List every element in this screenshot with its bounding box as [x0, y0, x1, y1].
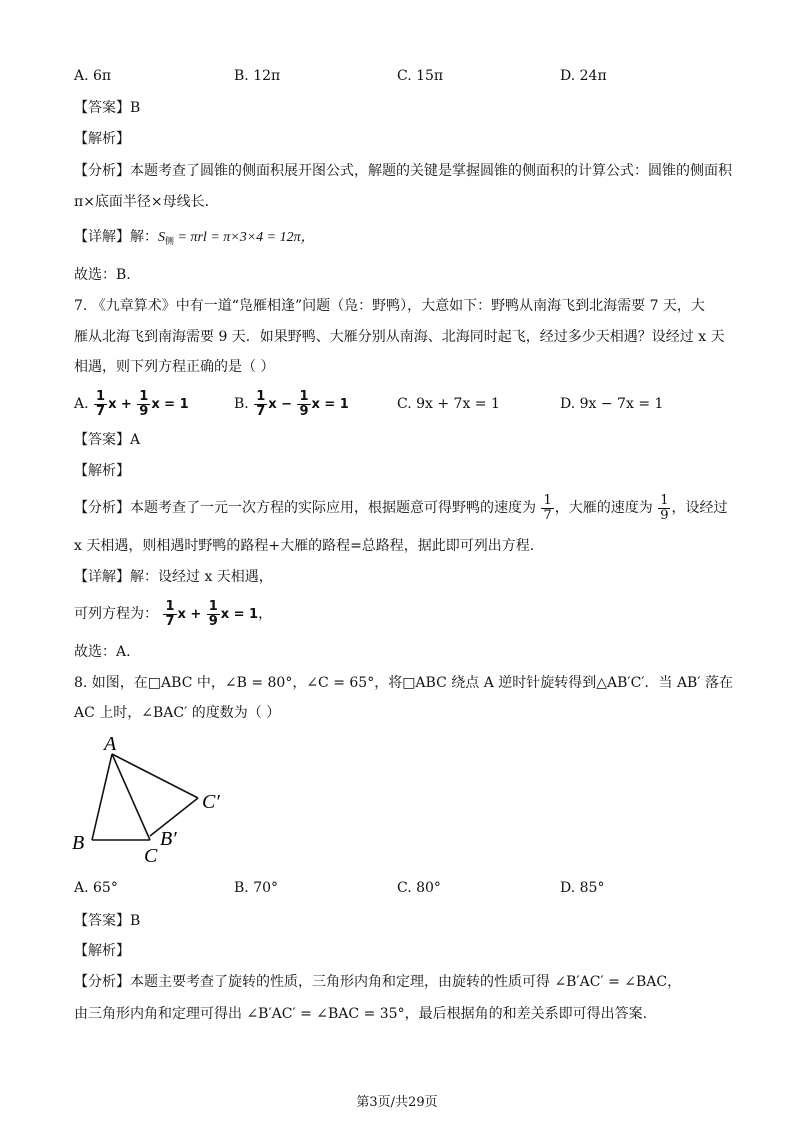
- q6-fenxi-line2: π×底面半径×母线长.: [74, 194, 210, 210]
- fraction: $\frac{1}{9}$: [299, 388, 309, 419]
- rotation-triangle-figure: [66, 728, 236, 868]
- q7-option-a: A. $\frac{1}{7}$ x + $\frac{1}{9}$ x = 1: [74, 388, 189, 419]
- q8-option-a: A. 65°: [74, 880, 118, 896]
- fenxi-label: 【分析】: [74, 163, 130, 179]
- label-b-prime: B′: [160, 828, 177, 850]
- q7-option-c: C. 9x + 7x = 1: [397, 396, 500, 412]
- q7-option-d: D. 9x − 7x = 1: [560, 396, 664, 412]
- detail-prefix: 解：: [130, 229, 158, 245]
- label-a: A: [104, 733, 117, 755]
- fenxi-label: 【分析】: [74, 500, 130, 516]
- q6-fenxi: [74, 161, 732, 181]
- label-b: B: [72, 832, 85, 854]
- fraction-one-seventh: $\frac{1}{7}$: [543, 492, 552, 523]
- q7-option-b: B. $\frac{1}{7}$ x − $\frac{1}{9}$ x = 1: [234, 388, 349, 419]
- q8-fenxi-line2: 由三角形内角和定理可得出 ∠B′AC′ = ∠BAC = 35°，最后根据角的和差关系即可得出答案.: [74, 1006, 648, 1022]
- answer-value: A: [130, 432, 141, 448]
- q6-analysis-label: 【解析】: [74, 131, 130, 147]
- fraction: $\frac{1}{7}$: [165, 598, 175, 629]
- segment-ab: [92, 754, 112, 840]
- detail-label: 【详解】: [74, 569, 130, 585]
- label-c-prime: C′: [202, 791, 220, 813]
- q7-equation: 可列方程为： $\frac{1}{7}$ x + $\frac{1}{9}$ x = 1，: [74, 598, 273, 629]
- q7-analysis-label: 【解析】: [74, 463, 130, 479]
- fraction: $\frac{1}{7}$: [256, 388, 266, 419]
- option-label: A.: [74, 396, 89, 412]
- q7-answer: [74, 430, 140, 450]
- fraction-one-ninth: $\frac{1}{9}$: [660, 492, 669, 523]
- detail-label: 【详解】: [74, 229, 130, 245]
- label-c: C: [144, 845, 158, 867]
- q8-option-b: B. 70°: [234, 880, 279, 896]
- q8-analysis-label: 【解析】: [74, 943, 130, 959]
- segment-ac1: [112, 754, 198, 798]
- q6-option-c: C. 15π: [397, 68, 444, 84]
- answer-value: B: [130, 100, 141, 116]
- q8-option-d: D. 85°: [560, 880, 605, 896]
- segment-ac: [112, 754, 150, 840]
- q7-fenxi-line2: x 天相遇，则相遇时野鸭的路程+大雁的路程=总路程，据此即可列出方程.: [74, 538, 535, 554]
- answer-value: B: [130, 913, 141, 929]
- q8-stem-line1: 8. 如图，在□ABC 中，∠B = 80°，∠C = 65°，将□ABC 绕点 A 逆时针旋转得到△AB′C′．当 AB′ 落在: [74, 675, 733, 691]
- q8-answer: [74, 911, 140, 931]
- q8-fenxi: 【分析】本题主要考查了旋转的性质，三角形内角和定理，由旋转的性质可得 ∠B′AC′ = ∠BAC，: [74, 974, 682, 990]
- q7-stem-line1: 7. 《九章算术》中有一道“凫雁相逢”问题（凫：野鸭），大意如下：野鸭从南海飞到北海需要 7 天，大: [74, 298, 705, 314]
- page-footer: 第3页/共29页: [356, 1095, 438, 1110]
- formula-sub: 侧: [165, 237, 175, 247]
- q7-stem-line2: 雁从北海飞到南海需要 9 天．如果野鸭、大雁分别从南海、北海同时起飞，经过多少天相遇？设经过 x 天: [74, 329, 725, 345]
- q7-stem-line3: 相遇，则下列方程正确的是（ ）: [74, 359, 275, 375]
- q6-detail: [74, 227, 315, 252]
- formula-s: S: [158, 230, 165, 245]
- fenxi-label: 【分析】: [74, 974, 130, 990]
- q6-option-d: D. 24π: [560, 68, 607, 84]
- fraction: $\frac{1}{7}$: [96, 388, 106, 419]
- q6-option-b: B. 12π: [234, 68, 281, 84]
- q7-detail: 【详解】解：设经过 x 天相遇，: [74, 569, 273, 585]
- fraction: $\frac{1}{9}$: [208, 598, 218, 629]
- option-label: B.: [234, 396, 249, 412]
- q6-choose: 故选：B.: [74, 267, 131, 283]
- fenxi-text: 本题考查了圆锥的侧面积展开图公式，解题的关键是掌握圆锥的侧面积的计算公式：圆锥的侧面积: [130, 163, 732, 179]
- q8-stem-line2: AC 上时，∠BAC′ 的度数为（ ）: [74, 705, 281, 721]
- answer-label: 【答案】: [74, 100, 130, 116]
- q6-answer: [74, 98, 140, 118]
- answer-label: 【答案】: [74, 913, 130, 929]
- q7-fenxi: 【分析】本题考查了一元一次方程的实际应用，根据题意可得野鸭的速度为 $\frac{1}{7}$ ，大雁的速度为 $\frac{1}{9}$ ，设经过: [74, 492, 728, 523]
- fraction: $\frac{1}{9}$: [139, 388, 149, 419]
- q6-option-a: A. 6π: [74, 68, 112, 84]
- q8-option-c: C. 80°: [397, 880, 441, 896]
- formula-rest: = πrl = π×3×4 = 12π，: [174, 230, 315, 245]
- q7-choose: 故选：A.: [74, 644, 131, 660]
- answer-label: 【答案】: [74, 432, 130, 448]
